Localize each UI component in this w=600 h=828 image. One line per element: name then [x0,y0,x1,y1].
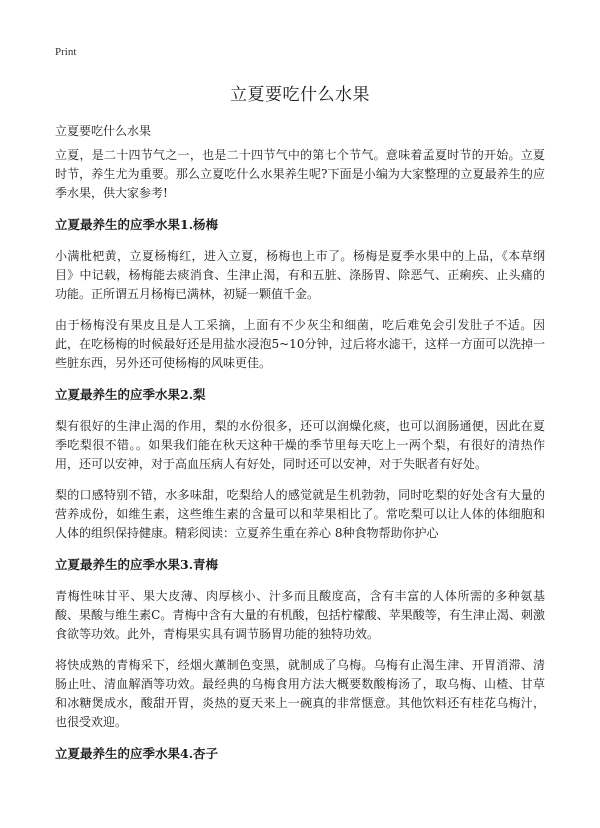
section-heading-green-plum: 立夏最养生的应季水果3.青梅 [55,557,219,572]
section-paragraph: 将快成熟的青梅采下，经烟火薰制色变黑，就制成了乌梅。乌梅有止渴生津、开胃消滞、清肠止吐、清血解酒等功效。最经典的乌梅食用方法大概要数酸梅汤了，取乌梅、山楂、甘草和冰糖煲成水，酸甜开胃，炎热的夏天来上一碗真的非常惬意。其他饮料还有桂花乌梅汁，也很受欢迎。 [55,658,545,729]
section-heading-yangmei: 立夏最养生的应季水果1.杨梅 [55,217,219,232]
article-subtitle: 立夏要吃什么水果 [55,124,152,138]
section-heading-pear: 立夏最养生的应季水果2.梨 [55,387,206,402]
section-paragraph: 青梅性味甘平、果大皮薄、肉厚核小、汁多而且酸度高，含有丰富的人体所需的多种氨基酸、果酸与维生素C。青梅中含有大量的有机酸，包括柠檬酸、苹果酸等，有生津止渴、刺激食欲等功效。此外，青梅果实具有调节肠胃功能的独特功效。 [55,589,545,641]
section-paragraph: 梨有很好的生津止渴的作用，梨的水份很多，还可以润燥化痰，也可以润肠通便，因此在夏季吃梨很不错。。如果我们能在秋天这种干燥的季节里每天吃上一两个梨，有很好的清热作用，还可以安神，对于高血压病人有好处，同时还可以安神，对于失眠者有好处。 [55,419,545,471]
article-body [55,146,545,776]
section-paragraph: 由于杨梅没有果皮且是人工采摘，上面有不少灰尘和细菌，吃后难免会引发肚子不适。因此，在吃杨梅的时候最好还是用盐水浸泡5~10分钟，过后将水滤干，这样一方面可以洗掉一些脏东西，另外还可使杨梅的风味更佳。 [55,318,545,370]
print-link[interactable]: Print [55,46,77,58]
section-heading-apricot: 立夏最养生的应季水果4.杏子 [55,746,219,761]
page-title: 立夏要吃什么水果 [230,85,370,105]
section-paragraph: 小满枇杷黄，立夏杨梅红，进入立夏，杨梅也上市了。杨梅是夏季水果中的上品，《本草纲目》中记载，杨梅能去痰消食、生津止渴，有和五脏、涤肠胃、除恶气、正痢疾、止头痛的功能。正所谓五月杨梅已满林，初疑一颗值千金。 [55,249,545,301]
intro-paragraph: 立夏，是二十四节气之一，也是二十四节气中的第七个节气。意味着孟夏时节的开始。立夏时节，养生尤为重要。那么立夏吃什么水果养生呢?下面是小编为大家整理的立夏最养生的应季水果，供大家参考! [55,148,545,200]
section-paragraph: 梨的口感特别不错，水多味甜，吃梨给人的感觉就是生机勃勃，同时吃梨的好处含有大量的营养成份，如维生素，这些维生素的含量可以和苹果相比了。常吃梨可以让人体的体细胞和人体的组织保持健康。精彩阅读：立夏养生重在养心 8种食物帮助你护心 [55,488,545,540]
